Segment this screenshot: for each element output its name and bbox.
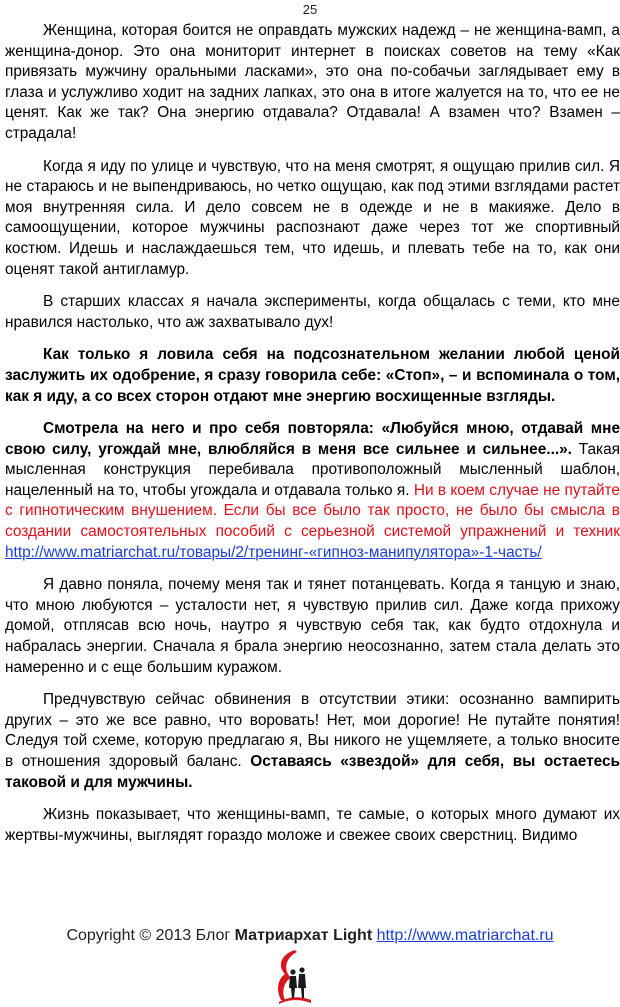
footer-link[interactable]: http://www.matriarchat.ru — [376, 927, 554, 944]
paragraph-3: В старших классах я начала эксперименты, когда общалась с теми, кто мне нравился настолько, что аж захватывало дух! — [5, 293, 620, 331]
paragraph-8: Жизнь показывает, что женщины-вамп, те самые, о которых много думают их жертвы-мужчины, выглядят гораздо моложе и свежее своих сверстниц. Видимо — [5, 806, 620, 844]
footer — [0, 927, 620, 945]
paragraph-5-plain: Такая мысленная конструкция перебивала противоположный мысленный шаблон, нацеленный на то, чтобы угождала и отдавала только я. — [5, 440, 620, 499]
paragraph-5-warning: Ни в коем случае не путайте с гипнотическим внушением. Если бы все было так просто, не было бы смысла в создании самостоятельных пособий с серьезной системой упражнений и техник — [5, 481, 620, 541]
logo-figure-body-right — [298, 974, 306, 998]
footer-copyright: Copyright © 2013 Блог — [66, 927, 235, 944]
article-body — [5, 21, 620, 858]
paragraph-5 — [5, 419, 620, 563]
logo-figure-body-left — [289, 976, 297, 998]
footer-brand: Матриархат Light — [234, 927, 373, 944]
paragraph-5-bold: Смотрела на него и про себя повторяла: «Любуйся мною, отдавай мне свою силу, угождай мне, влюбляйся в меня все сильнее и сильнее...». — [5, 420, 620, 458]
page-number: 25 — [302, 2, 318, 17]
logo-figure-head-right — [299, 967, 304, 972]
paragraph-7-bold: Оставаясь «звездой» для себя, вы остаетесь таковой и для мужчины. — [5, 753, 620, 791]
paragraph-7 — [5, 690, 620, 793]
blog-logo-icon — [273, 948, 313, 1004]
paragraph-4: Как только я ловила себя на подсознательном желании любой ценой заслужить их одобрение, я сразу говорила себе: «Стоп», – и вспоминала о том, как я иду, а со всех сторон отдают мне энергию восхищенные взгляды. — [5, 346, 620, 405]
paragraph-7-plain: Предчувствую сейчас обвинения в отсутствии этики: осознанно вампирить других – это же все равно, что воровать! Нет, мои дорогие! Не путайте понятия! Следуя той схеме, которую предлагаю я, Вы никого не ущемляете, а только вносите в отношения здоровый баланс. — [5, 691, 620, 770]
logo-figure-head-left — [290, 969, 295, 974]
paragraph-1: Женщина, которая боится не оправдать мужских надежд – не женщина-вамп, а женщина-донор. Это она мониторит интернет в поисках советов на тему «Как привязать мужчину оральными ласками», это она по-собачьи заглядывает ему в глаза и услужливо ходит на задних лапках, это она в итоге жалуется на то, что ее не ценят. Как же так? Она энергию отдавала? Отдавала! А взамен что? Взамен – страдала! — [5, 22, 620, 142]
paragraph-6: Я давно поняла, почему меня так и тянет потанцевать. Когда я танцую и знаю, что мною любуются – усталости нет, я чувствую прилив сил. Даже когда прихожу домой, отплясав всю ночь, наутро я чувствую себя так, как будто отдохнула и набралась энергии. Сначала я брала энергию неосознанно, затем стала делать это намеренно и с еще большим куражом. — [5, 576, 620, 676]
paragraph-2: Когда я иду по улице и чувствую, что на меня смотрят, я ощущаю прилив сил. Я не стараюсь и не выпендриваюсь, но четко ощущаю, как под этими взглядами растет моя внутренняя сила. И дело совсем не в одежде и не в макияже. Дело в самоощущении, которое мужчины распознают даже через тот же спортивный костюм. Идешь и наслаждаешься тем, что идешь, и плевать тебе на то, как они оценят такой антигламур. — [5, 157, 620, 278]
training-link[interactable]: http://www.matriarchat.ru/товары/2/тренинг-«гипноз-манипулятора»-1-часть/ — [5, 543, 542, 561]
